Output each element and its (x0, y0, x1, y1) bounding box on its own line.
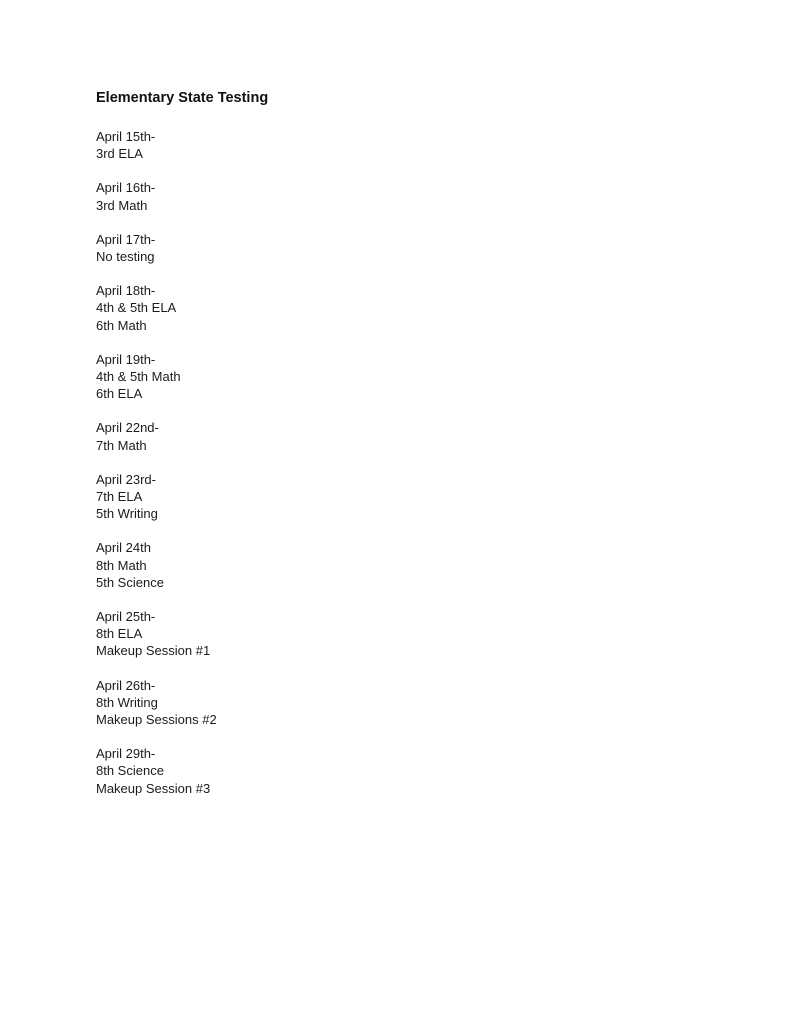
schedule-entry (96, 351, 596, 403)
entry-item: 8th Science (96, 763, 164, 779)
schedule-entry (96, 231, 596, 265)
schedule-entry (96, 471, 596, 523)
entry-date: April 19th- (96, 351, 156, 367)
entry-item: 7th ELA (96, 489, 143, 505)
entry-item: Makeup Session #3 (96, 780, 211, 796)
entry-item: 4th & 5th ELA (96, 300, 177, 316)
entry-date: April 24th (96, 540, 151, 556)
entry-item: 3rd ELA (96, 146, 143, 162)
entry-date: April 26th- (96, 677, 156, 693)
entry-item: Makeup Sessions #2 (96, 712, 217, 728)
schedule-entry (96, 419, 596, 453)
entry-item: 8th ELA (96, 626, 143, 642)
schedule-entry (96, 677, 596, 729)
entry-item: 6th Math (96, 317, 147, 333)
entry-date: April 17th- (96, 231, 156, 247)
entry-item: 4th & 5th Math (96, 369, 181, 385)
entry-date: April 22nd- (96, 420, 159, 436)
entry-date: April 18th- (96, 283, 156, 299)
entry-item: Makeup Session #1 (96, 643, 211, 659)
entry-date: April 16th- (96, 180, 156, 196)
schedule-entry (96, 179, 596, 213)
schedule-entry (96, 539, 596, 591)
entry-item: 8th Math (96, 557, 147, 573)
entry-item: 8th Writing (96, 694, 158, 710)
entry-date: April 29th- (96, 746, 156, 762)
schedule-entry (96, 128, 596, 162)
entry-item: 5th Science (96, 574, 164, 590)
document-content (96, 88, 596, 814)
schedule-entry (96, 608, 596, 660)
schedule-entry (96, 282, 596, 334)
entry-item: No testing (96, 249, 155, 265)
entry-item: 3rd Math (96, 197, 148, 213)
document-title: Elementary State Testing (96, 90, 269, 106)
entry-item: 6th ELA (96, 386, 143, 402)
entry-date: April 23rd- (96, 471, 156, 487)
schedule-entry (96, 745, 596, 797)
entry-item: 5th Writing (96, 506, 158, 522)
entry-date: April 15th- (96, 129, 156, 144)
entry-date: April 25th- (96, 609, 156, 625)
entry-item: 7th Math (96, 437, 147, 453)
